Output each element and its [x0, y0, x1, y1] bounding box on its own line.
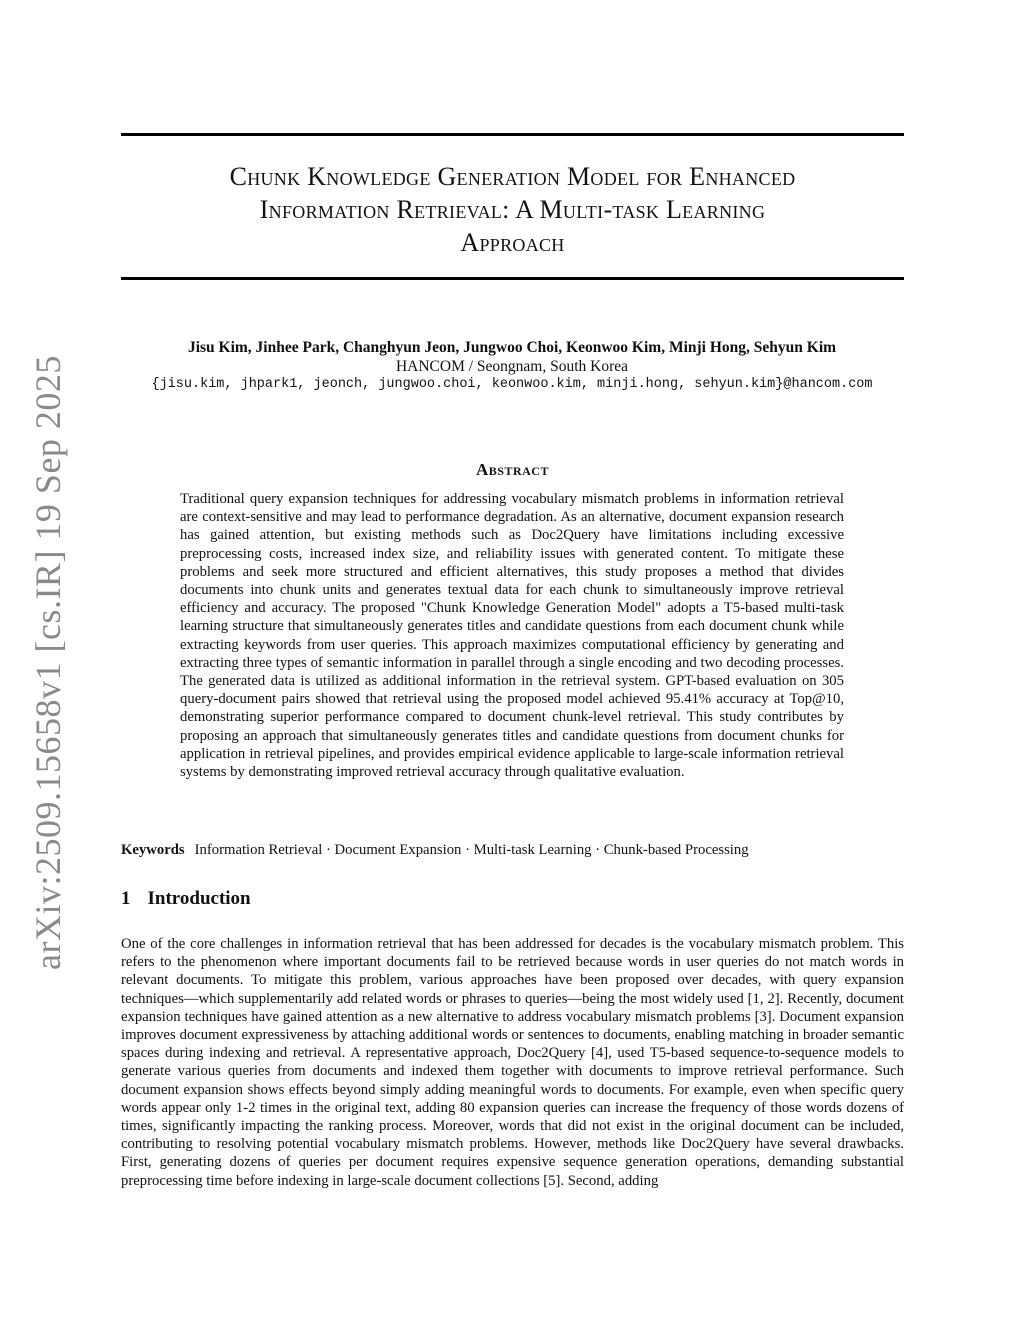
abstract-heading: Abstract	[476, 460, 549, 479]
introduction-text: One of the core challenges in information retrieval that has been addressed for decades is the vocabulary mismatch problem. This refers to the phenomenon where important documents fail to be retrieved because words in user queries do not match words in relevant documents. To mitigate this problem, various approaches have been proposed over decades, with query expansion techniques—which supplementarily add related words or phrases to queries—being the most widely used [1, 2]. Recently, document expansion techniques have gained attention as a new alternative to address vocabulary mismatch problems [3]. Document expansion improves document expressiveness by attaching additional words or sentences to documents, enabling matching in broader semantic spaces during indexing and retrieval. A representative approach, Doc2Query [4], used T5-based sequence-to-sequence models to generate various queries from documents and indexed them together with documents to improve retrieval performance. Such document expansion shows effects beyond simply adding meaningful words to documents. For example, even when specific query words appear only 1-2 times in the original text, adding 80 expansion queries can increase the frequency of those words dozens of times, significantly impacting the ranking process. Moreover, words that did not exist in the original document can be included, contributing to resolving potential vocabulary mismatch problems. However, methods like Doc2Query have several drawbacks. First, generating dozens of queries per document requires expensive sequence generation operations, demanding substantial preprocessing time before indexing in large-scale document collections [5]. Second, adding	[121, 936, 904, 1189]
section-heading	[121, 888, 251, 910]
title-line: Chunk Knowledge Generation Model for Enhanced	[229, 162, 796, 191]
keywords-line	[121, 842, 749, 859]
affiliation: HANCOM / Seongnam, South Korea	[395, 358, 629, 375]
paper-title	[121, 160, 904, 259]
section-title: Introduction	[147, 888, 251, 909]
keywords-text: Information Retrieval · Document Expansion · Multi-task Learning · Chunk-based Processing	[194, 842, 749, 858]
title-line: Approach	[460, 228, 565, 257]
section-number: 1	[121, 888, 131, 909]
title-bottom-rule	[121, 277, 904, 280]
title-top-rule	[121, 133, 904, 136]
arxiv-identifier: arXiv:2509.15658v1 [cs.IR] 19 Sep 2025	[28, 355, 68, 971]
abstract-text: Traditional query expansion techniques for addressing vocabulary mismatch problems in information retrieval are context-sensitive and may lead to performance degradation. As an alternative, document expansion research has gained attention, but existing methods such as Doc2Query have limitations including excessive preprocessing costs, increased index size, and reliability issues with generated content. To mitigate these problems and seek more structured and efficient alternatives, this study proposes a method that divides documents into chunk units and generates textual data for each chunk to simultaneously improve retrieval efficiency and accuracy. The proposed "Chunk Knowledge Generation Model" adopts a T5-based multi-task learning structure that simultaneously generates titles and candidate questions from each document chunk while extracting keywords from user queries. This approach maximizes computational efficiency by generating and extracting three types of semantic information in parallel through a single encoding and two decoding processes. The generated data is utilized as additional information in the retrieval system. GPT-based evaluation on 305 query-document pairs showed that retrieval using the proposed model achieved 95.41% accuracy at Top@10, demonstrating superior performance compared to document chunk-level retrieval. This study contributes by proposing an approach that simultaneously generates titles and candidate questions from document chunks for application in retrieval pipelines, and provides empirical evidence applicable to large-scale information retrieval systems by demonstrating improved retrieval accuracy through qualitative evaluation.	[180, 491, 844, 781]
keywords-label: Keywords	[121, 842, 185, 858]
author-emails: {jisu.kim, jhpark1, jeonch, jungwoo.choi, keonwoo.kim, minji.hong, sehyun.kim}@hancom.com	[151, 377, 873, 392]
author-list: Jisu Kim, Jinhee Park, Changhyun Jeon, Jungwoo Choi, Keonwoo Kim, Minji Hong, Sehyun Kim	[187, 339, 837, 356]
title-line: Information Retrieval: A Multi-task Learning	[259, 195, 766, 224]
